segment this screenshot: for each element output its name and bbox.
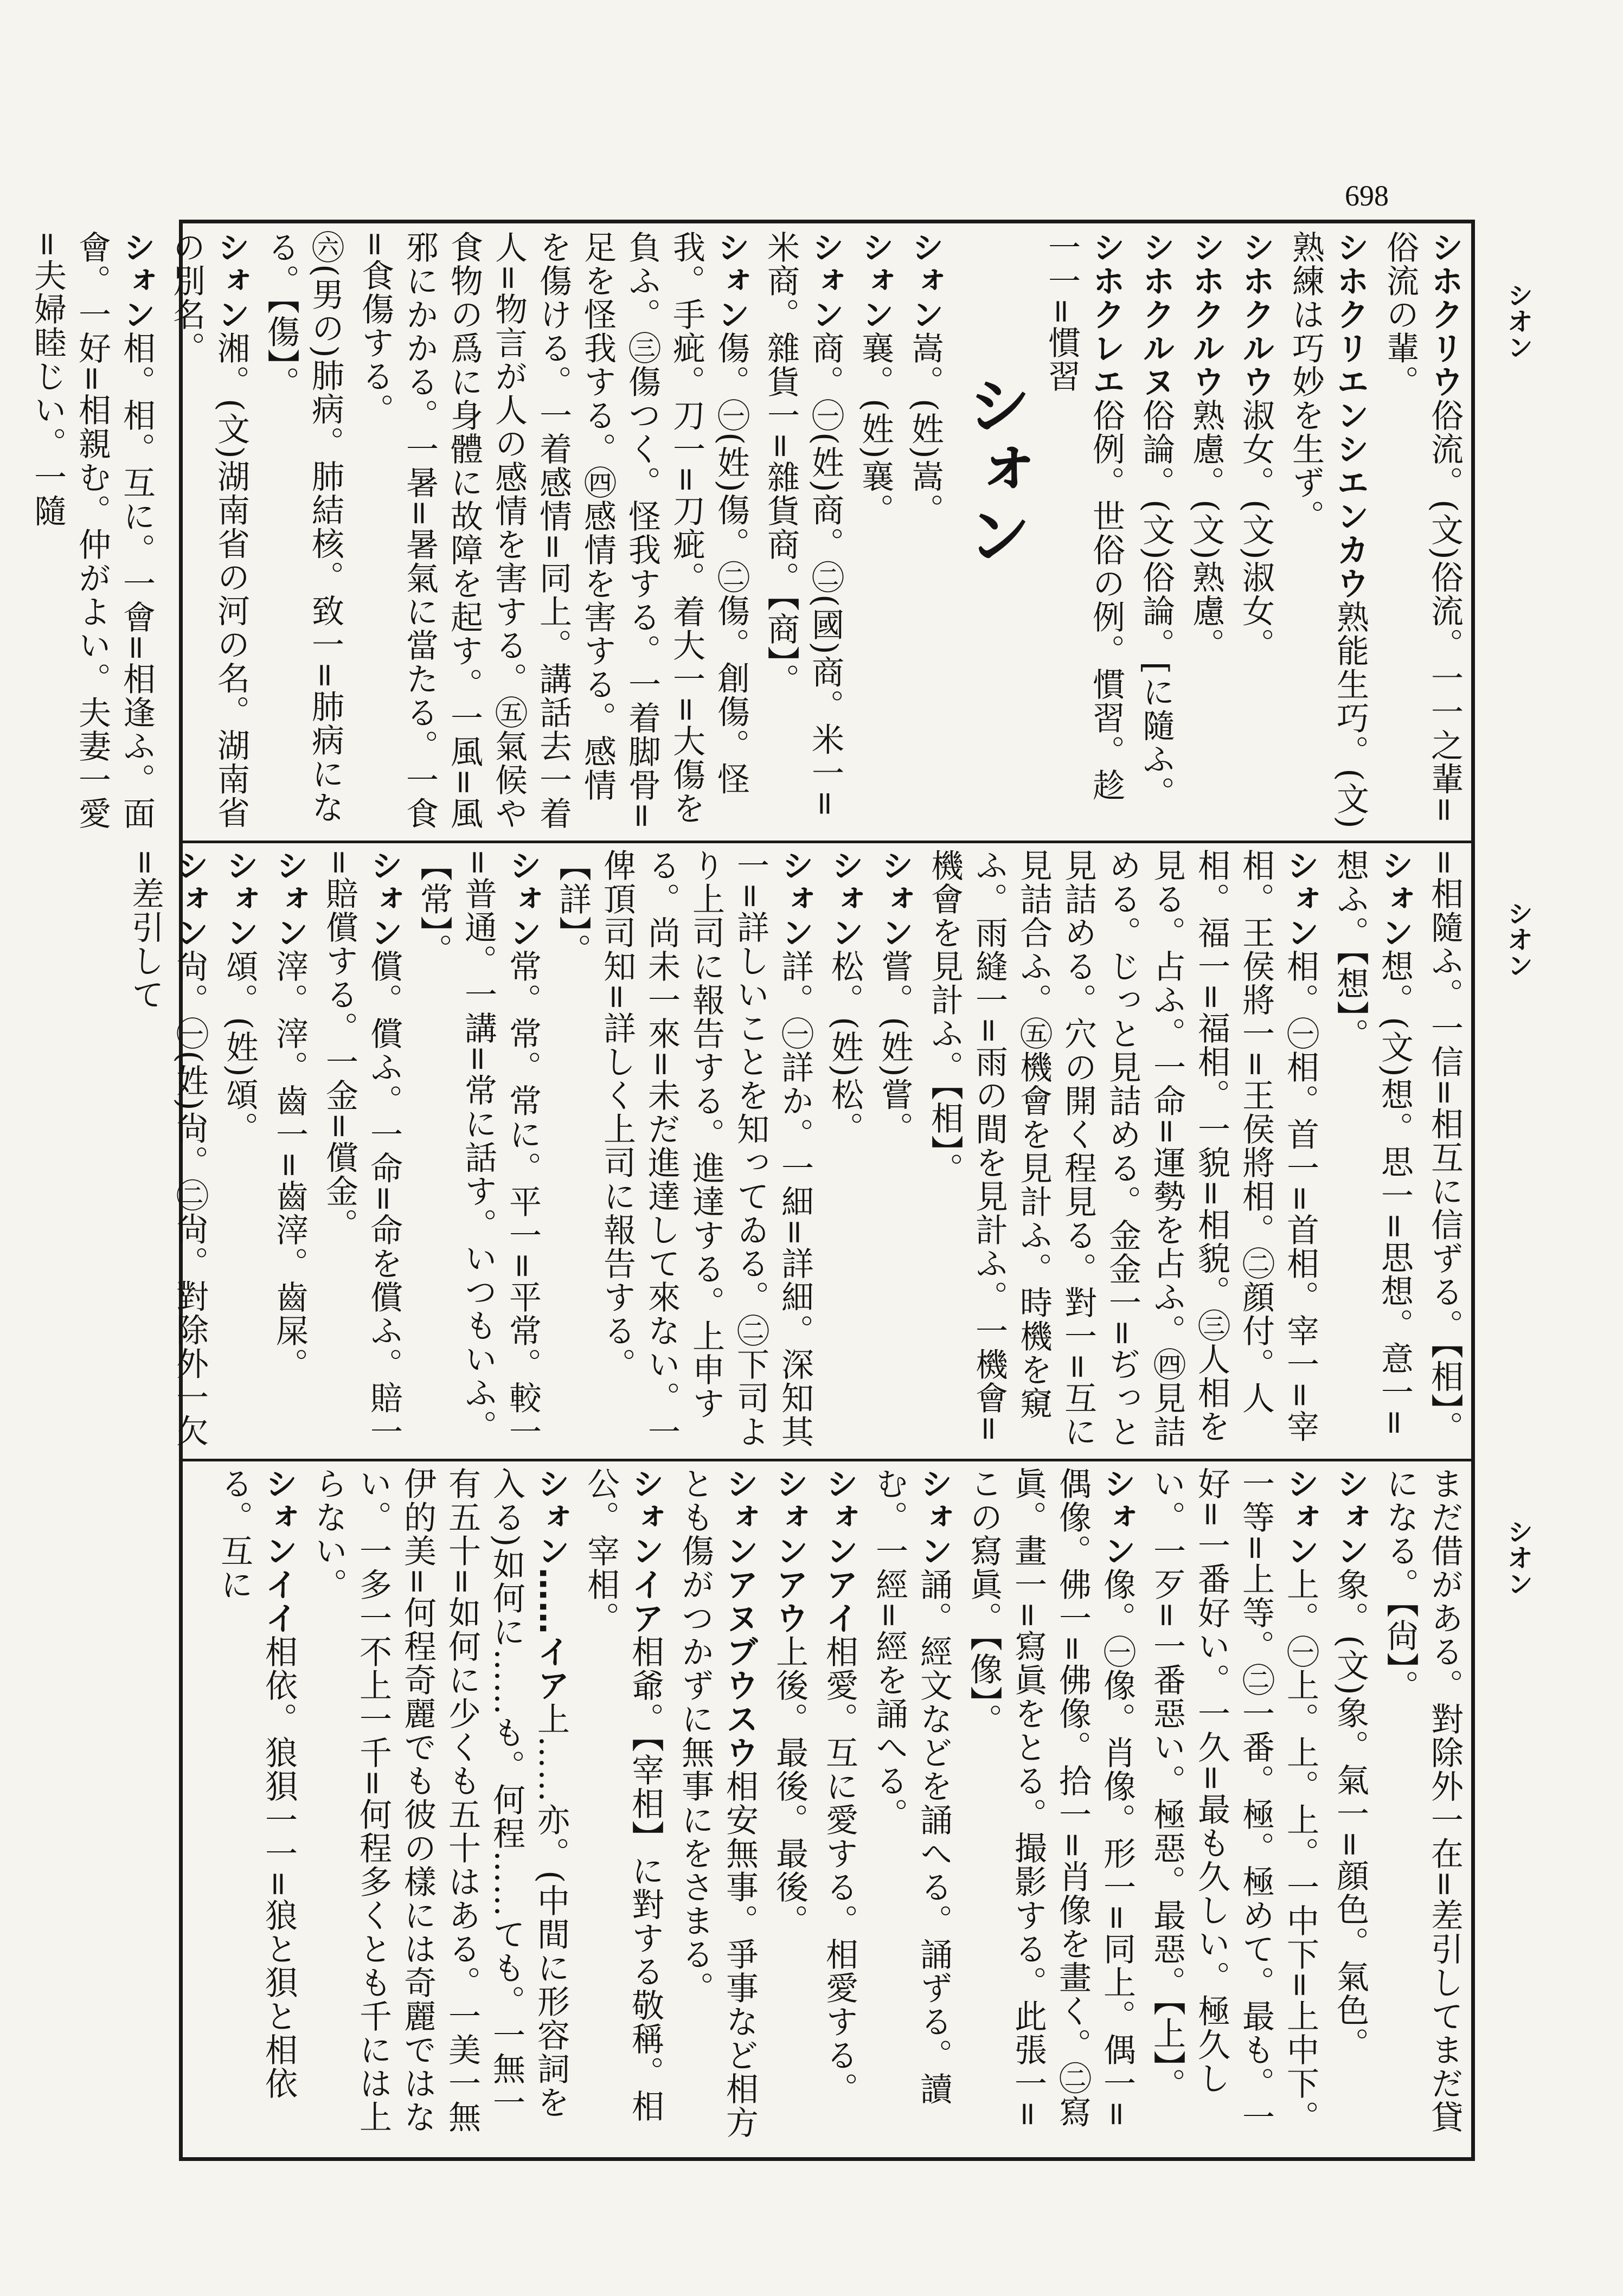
entry-text: 上後。最後。最後。: [771, 1635, 809, 1938]
entry-text: 上……亦。(中間に形容詞を入る)如何に……も。何程……ても。一無一有五十=如何に少くも五十はある。一美一無伊的美=何程奇麗でも彼の樣には奇麗ではない。一多一不上一千=何程多くとも千には上らない。: [310, 1467, 570, 2134]
dictionary-entry: [1284, 230, 1372, 835]
entry-text: =相隨ふ。一信=相互に信ずる。【相】。: [1426, 849, 1464, 1445]
entry-head: シォン: [221, 849, 259, 950]
entry-head: シォンアイ: [820, 1467, 858, 1635]
running-head-middle: シオン: [1503, 900, 1533, 978]
dictionary-entry: [903, 230, 947, 835]
dictionary-entry: [1328, 849, 1417, 1453]
entry-head: シォンイア: [626, 1467, 664, 1635]
entry-text: 滓。滓。齒一=齒滓。齒屎。: [271, 950, 309, 1382]
entry-text: 商。㊀(姓)商。㊁(國)商。米一=米商。雜貨一=雜貨商。【商】。: [762, 230, 844, 818]
entry-head: シホクルウ: [1237, 230, 1275, 399]
page-number: 698: [1345, 179, 1389, 212]
dictionary-entry: [306, 1467, 573, 2153]
entry-text: 俗例。世俗の例。慣習。趁一一=慣習: [1043, 230, 1125, 802]
entry-head: シォン……イア: [532, 1467, 570, 1702]
dictionary-entry: [1145, 1467, 1323, 2153]
entry-text: 誦。經文などを誦へる。誦ずる。讀む。一經=經を誦へる。: [870, 1467, 953, 2106]
entry-text: 嘗。(姓)嘗。: [876, 950, 914, 1145]
entry-text: 上。㊀上。上。上。一中下=上中下。一等=上等。㊁一番。極。極めて。最も。一好=一番好い。一久=最も久しい。極久しい。一歹=一番惡い。極惡。最惡。【上】。: [1148, 1467, 1319, 2134]
entry-head: シォン: [876, 849, 914, 950]
entry-text: まだ借がある。對除外一在=差引してまだ貸になる。【尙】。: [1381, 1467, 1464, 2134]
dictionary-entry: [823, 849, 867, 1453]
entry-text: 象。(文)象。氣一=顔色。氣色。: [1331, 1568, 1369, 2061]
entry-head: シホクリエンシエンカウ: [1331, 230, 1369, 600]
entry-head: シォン: [806, 230, 844, 331]
dictionary-entry: [1422, 849, 1467, 1453]
entry-head: シホクルウ: [1187, 230, 1225, 399]
dictionary-entry: [759, 230, 848, 835]
dictionary-entry: [412, 849, 545, 1453]
entry-text: 頌。(姓)頌。: [221, 950, 259, 1145]
dictionary-entry: [1040, 230, 1128, 835]
dictionary-entry: [164, 230, 253, 835]
dictionary-entry: [212, 1467, 301, 2153]
entry-text: 相愛。互に愛する。相愛する。: [820, 1635, 858, 2106]
entry-head: シォン: [171, 849, 209, 950]
entry-text: 常。常。常に。平一=平常。較一=普通。一講=常に話す。いつもいふ。【常】。: [415, 849, 542, 1449]
entry-text: 相爺。【宰相】に對する敬稱。相公。宰相。: [582, 1467, 664, 2123]
entry-text: 熟慮。(文)熟慮。: [1187, 399, 1225, 662]
entry-head: シォン: [826, 849, 864, 950]
entry-head: シォン: [212, 230, 250, 331]
band-divider: [179, 841, 1475, 843]
entry-text: 俗論。(文)俗論。[に隨ふ。: [1137, 399, 1175, 810]
entry-text: 湘。(文)湖南省の河の名。湖南省の別名。: [168, 230, 250, 830]
entry-text: 相依。狼狽一一=狼と狽と相依る。互に: [215, 1467, 298, 2101]
running-head-bottom: シオン: [1503, 1518, 1533, 1596]
entry-text: ㊅(男の)肺病。肺結核。致一=肺病になる。【傷】。: [262, 230, 344, 825]
dictionary-entry: [1134, 230, 1178, 835]
entry-text: 熟能生巧。(文)熟練は巧妙を生ず。: [1287, 230, 1369, 830]
entry-head: シォンイイ: [260, 1467, 298, 1635]
entry-head: シォン: [1281, 1467, 1319, 1568]
entry-head: シホクレエ: [1087, 230, 1125, 399]
entry-head: シォンアウ: [771, 1467, 809, 1635]
dictionary-entry: [1234, 230, 1278, 835]
dictionary-entry: [353, 230, 753, 835]
entry-text: 尙。㊀(姓)尙。㊁尙。對除外一欠=差引して: [126, 849, 209, 1448]
entry-head: シォン: [915, 1467, 953, 1568]
entry-head: シォンアヌブウスウ: [721, 1467, 759, 1769]
entry-head: シォン: [1098, 1467, 1136, 1568]
dictionary-entry: [579, 1467, 668, 2153]
entry-text: 嵩。(姓)嵩。: [906, 331, 944, 527]
dictionary-entry: [1328, 1467, 1372, 2153]
dictionary-entry: [1378, 230, 1467, 835]
entry-text: 傷。㊀(姓)傷。㊁傷。創傷。怪我。手疵。刀一=刀疵。着大一=大傷を負ふ。㊂傷つく。怪我する。一着脚骨=足を怪我する。㊃感情を害する。感情を傷ける。一着感情=同上。講話去一着人=物言が人の感情を害する。㊄氣候や食物の爲に身體に故障を起す。一風=風邪にかかる。一暑=暑氣に當たる。一食=食傷する。: [356, 230, 750, 831]
entry-text: 淑女。(文)淑女。: [1237, 399, 1275, 662]
entry-head: シォン: [118, 230, 156, 331]
dictionary-entry: [853, 230, 897, 835]
entry-head: シォン: [856, 230, 894, 331]
entry-text: 想。(文)想。思一=思想。意一=想ふ。【想】。: [1331, 849, 1414, 1438]
entry-text: 償。償ふ。一命=命を償ふ。賠一=賠償する。一金=償金。: [320, 849, 403, 1449]
dictionary-entry: [25, 230, 159, 835]
dictionary-entry: [259, 230, 348, 835]
entry-text: 襄。(姓)襄。: [856, 331, 894, 527]
entry-head: シォン: [906, 230, 944, 331]
dictionary-entry: [873, 849, 917, 1453]
entry-text: 詳。㊀詳か。一細=詳細。深知其一=詳しいことを知ってゐる。㊁下司より上司に報告する。進達する。上申する。尚未一來=未だ進達して來ない。一俾頂司知=詳しく上司に報告する。【詳】。: [554, 849, 814, 1449]
entry-text: 相。㊀相。首一=首相。宰一=宰相。王侯將一=王侯將相。㊁顔付。人相。福一=福相。一貌=相貌。㊂人相を見る。占ふ。一命=運勢を占ふ。㊃見詰める。じっと見詰める。金金一=ぢっと見詰める。穴の開く程見る。對一=互に見詰合ふ。㊄機會を見計ふ。時機を窺ふ。雨縫一=雨の間を見計ふ。一機會=機會を見計ふ。【相】。: [926, 849, 1319, 1449]
dictionary-entry: [673, 1467, 762, 2153]
entry-text: 相安無事。爭事など相方とも傷がつかずに無事にをさまる。: [676, 1467, 759, 2139]
entry-head: シォン: [271, 849, 309, 950]
dictionary-entry: [267, 849, 312, 1453]
dictionary-entry: [123, 849, 212, 1453]
dictionary-band-bottom: [187, 1467, 1467, 2153]
dictionary-entry: [1378, 1467, 1467, 2153]
entry-text: 俗流。(文)俗流。一一之輩=俗流の輩。: [1381, 230, 1464, 825]
dictionary-entry: [767, 1467, 812, 2153]
entry-head: シォン: [365, 849, 403, 950]
dictionary-entry: [961, 1467, 1139, 2153]
entry-head: シホクルヌ: [1137, 230, 1175, 399]
entry-text: 相。相。互に。一會=相逢ふ。面會。一好=相親む。仲がよい。夫妻一愛=夫婦睦じい。一隨: [29, 230, 156, 831]
entry-text: 松。(姓)松。: [826, 950, 864, 1145]
dictionary-entry: [317, 849, 406, 1453]
dictionary-band-top: [29, 230, 1467, 835]
entry-head: シォン: [1331, 1467, 1369, 1568]
dictionary-entry: [867, 1467, 956, 2153]
entry-head: シォン: [712, 230, 750, 331]
dictionary-entry: [217, 849, 262, 1453]
entry-head: シォン: [1376, 849, 1414, 950]
dictionary-entry: [922, 849, 1323, 1453]
entry-text: 像。㊀像。肖像。形一=同上。偶一=偶像。佛一=佛像。拾一=肖像を畫く。㊁寫眞。畫一=寫眞をとる。撮影する。此張一=この寫眞。【像】。: [965, 1467, 1136, 2129]
band-divider: [179, 1459, 1475, 1461]
entry-head: シォン: [504, 849, 542, 950]
dictionary-entry: [550, 849, 817, 1453]
entry-head: シォン: [776, 849, 814, 950]
dictionary-entry: [1184, 230, 1228, 835]
entry-head: シォン: [1281, 849, 1319, 950]
entry-head: シホクリウ: [1426, 230, 1464, 399]
running-head-top: シオン: [1503, 282, 1533, 360]
section-title: シォン: [956, 371, 1031, 567]
dictionary-entry: [817, 1467, 862, 2153]
dictionary-band-middle: [126, 849, 1467, 1453]
